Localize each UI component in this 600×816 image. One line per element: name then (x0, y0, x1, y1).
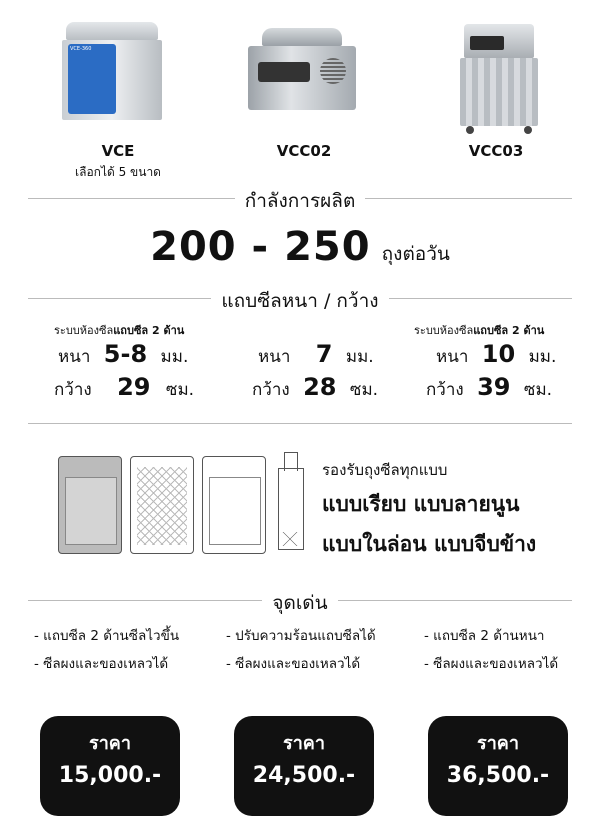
product-vce-image (62, 22, 162, 122)
seal-note-col1: ระบบห้องซีลแถบซีล 2 ด้าน (54, 324, 185, 337)
capacity-title: กำลังการผลิต (0, 186, 600, 216)
product-name-vcc03: VCC03 (468, 142, 524, 160)
product-vcc03-image (460, 24, 538, 136)
vce-panel-text: VCE-360 (70, 46, 92, 52)
price-badge-vce (40, 716, 180, 816)
highlight-col2-item2: - ซีลผงและของเหลวได้ (226, 656, 361, 672)
capacity-value: 200 - 250 (150, 224, 371, 270)
highlight-col3-item1: - แถบซีล 2 ด้านหนา (424, 628, 545, 644)
product-vcc02-image (248, 28, 356, 118)
seal-width-col2: กว้าง 28 ซม. (252, 373, 379, 401)
bags-types-line1: แบบเรียบ แบบลายนูน (322, 492, 520, 516)
product-name-vcc02: VCC02 (276, 142, 332, 160)
seal-width-col3: กว้าง 39 ซม. (426, 373, 553, 401)
price-value: 15,000.- (58, 763, 162, 788)
highlight-col1-item2: - ซีลผงและของเหลวได้ (34, 656, 169, 672)
seal-thickness-col3: หนา 10 มม. (436, 340, 557, 368)
highlight-col1-item1: - แถบซีล 2 ด้านซีลไวขึ้น (34, 628, 180, 644)
highlight-col3-item2: - ซีลผงและของเหลวได้ (424, 656, 559, 672)
capacity-value-row (0, 224, 600, 270)
price-label: ราคา (89, 733, 131, 754)
bag-nylon-icon (202, 456, 266, 554)
bags-intro: รองรับถุงซีลทุกแบบ (322, 461, 448, 479)
price-label: ราคา (477, 733, 519, 754)
price-badge-vcc03 (428, 716, 568, 816)
seal-note-col3: ระบบห้องซีลแถบซีล 2 ด้าน (414, 324, 545, 337)
seal-thickness-col1: หนา 5-8 มม. (58, 340, 189, 368)
price-label: ราคา (283, 733, 325, 754)
product-name-vce: VCE (101, 142, 135, 160)
bags-types-line2: แบบในล่อน แบบจีบข้าง (322, 532, 537, 556)
seal-width-col1: กว้าง 29 ซม. (54, 373, 195, 401)
seal-title: แถบซีลหนา / กว้าง (0, 286, 600, 316)
capacity-unit: ถุงต่อวัน (381, 243, 450, 265)
divider (28, 423, 572, 424)
seal-thickness-col2: หนา 7 มม. (258, 340, 374, 368)
product-note-vce: เลือกได้ 5 ขนาด (75, 165, 161, 179)
highlight-col2-item1: - ปรับความร้อนแถบซีลได้ (226, 628, 376, 644)
price-badge-vcc02 (234, 716, 374, 816)
bag-plain-icon (58, 456, 122, 554)
price-value: 36,500.- (446, 763, 550, 788)
bag-gusset-icon (276, 452, 306, 552)
highlights-title: จุดเด่น (0, 588, 600, 618)
price-value: 24,500.- (252, 763, 356, 788)
bag-embossed-icon (130, 456, 194, 554)
